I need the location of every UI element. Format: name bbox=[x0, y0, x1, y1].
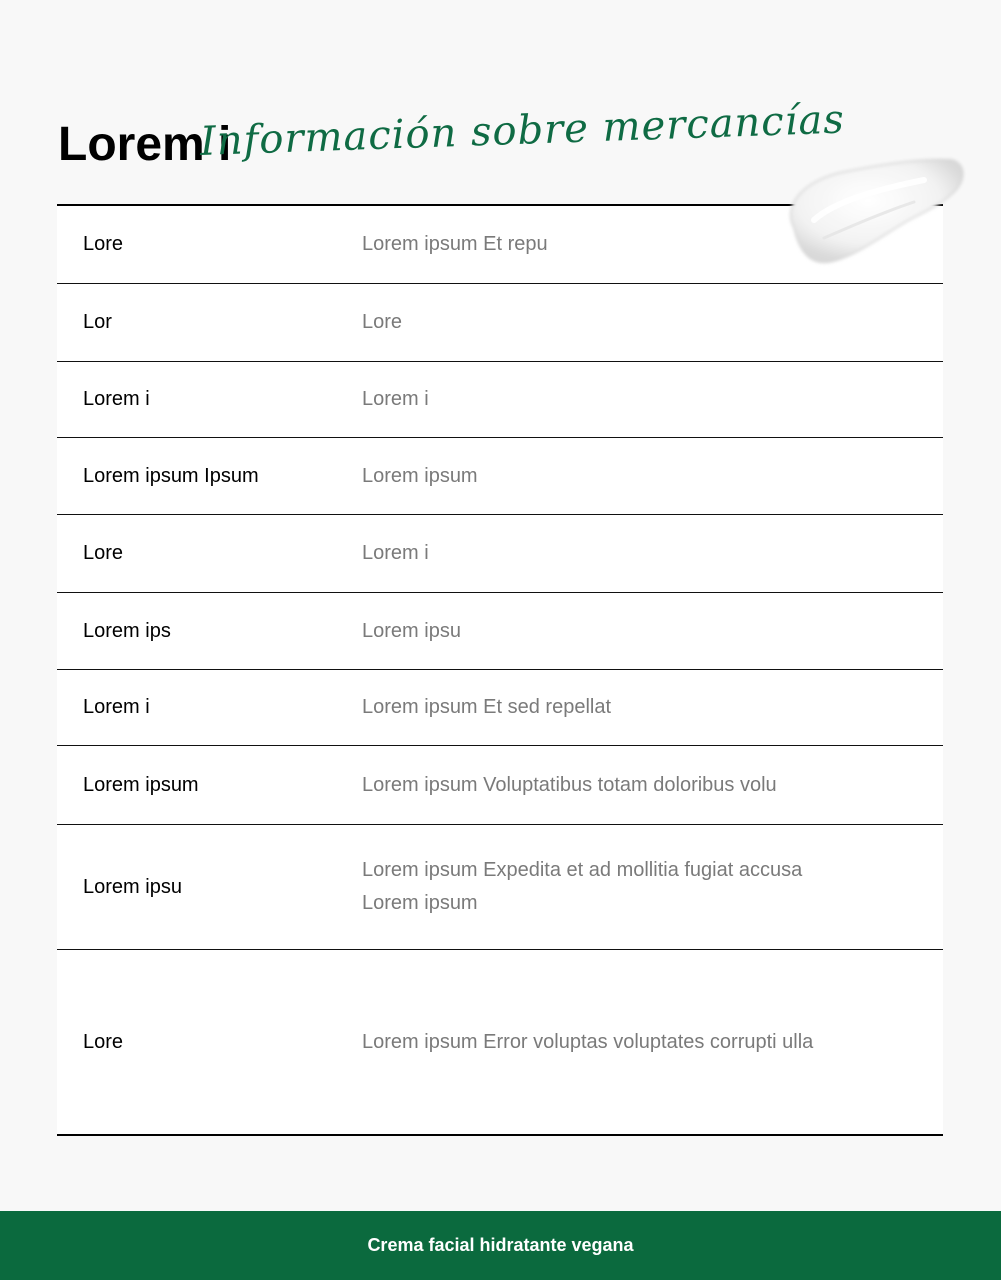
row-value-line: Lorem i bbox=[362, 388, 429, 410]
row-value bbox=[362, 284, 883, 361]
row-value bbox=[362, 825, 883, 949]
product-info-table bbox=[57, 204, 943, 1136]
row-value-line: Lorem ipsum Expedita et ad mollitia fugiat accusa bbox=[362, 859, 803, 881]
row-value-line: Lorem i bbox=[362, 542, 429, 564]
table-row bbox=[57, 670, 943, 746]
table-row bbox=[57, 825, 943, 950]
row-value bbox=[362, 593, 883, 669]
table-row bbox=[57, 362, 943, 438]
row-value-line: Lorem ipsum Et sed repellat bbox=[362, 696, 612, 718]
row-value bbox=[362, 670, 883, 745]
table-row bbox=[57, 284, 943, 362]
footer-product-name: Crema facial hidratante vegana bbox=[367, 1235, 634, 1255]
table-row bbox=[57, 746, 943, 825]
row-value-line: Lorem ipsu bbox=[362, 619, 461, 642]
row-label: Lore bbox=[83, 1030, 124, 1053]
row-label: Lorem ips bbox=[83, 619, 171, 642]
page-title: Lorem i bbox=[58, 118, 232, 171]
row-value-line: Lorem ipsum bbox=[362, 892, 478, 914]
row-value-line: Lorem ipsum Error voluptas voluptates corrupti ulla bbox=[362, 1030, 814, 1053]
row-label: Lore bbox=[83, 542, 124, 564]
table-row bbox=[57, 950, 943, 1136]
row-value bbox=[362, 515, 883, 592]
table-row bbox=[57, 515, 943, 593]
script-subtitle: Información sobre mercancías bbox=[199, 96, 846, 165]
row-label: Lorem ipsum Ipsum bbox=[83, 464, 259, 487]
row-value bbox=[362, 746, 883, 824]
row-value bbox=[362, 950, 883, 1134]
row-value-line: Lore bbox=[362, 311, 403, 333]
cream-swatch-image bbox=[774, 150, 969, 275]
row-value-line: Lorem ipsum Et repu bbox=[362, 233, 548, 255]
row-value-line: Lorem ipsum Voluptatibus totam doloribus volu bbox=[362, 773, 777, 796]
row-label: Lorem ipsu bbox=[83, 875, 182, 898]
row-value bbox=[362, 362, 883, 437]
row-label: Lor bbox=[83, 311, 112, 333]
table-row bbox=[57, 593, 943, 670]
row-label: Lorem ipsum bbox=[83, 773, 199, 796]
row-value bbox=[362, 438, 883, 514]
footer-bar bbox=[0, 1211, 1001, 1280]
row-value-line: Lorem ipsum bbox=[362, 464, 478, 487]
row-label: Lorem i bbox=[83, 388, 150, 410]
table-row bbox=[57, 438, 943, 515]
row-label: Lorem i bbox=[83, 696, 150, 718]
row-label: Lore bbox=[83, 233, 124, 255]
